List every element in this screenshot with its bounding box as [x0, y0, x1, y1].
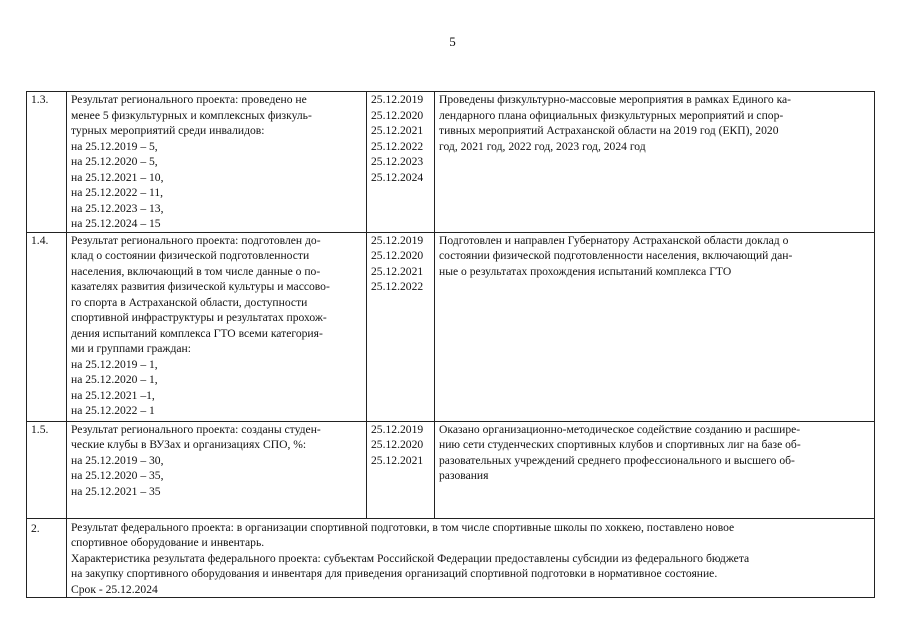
- dates-cell: [367, 421, 435, 518]
- row-number: 1.3.: [27, 92, 67, 233]
- result-line: на 25.12.2021 – 10,: [71, 170, 164, 184]
- description-line: тивных мероприятий Астраханской области на 2019 год (ЕКП), 2020: [439, 124, 779, 137]
- result-line: на 25.12.2021 –1,: [71, 388, 155, 402]
- result-line: Результат регионального проекта: подготовлен до-: [71, 233, 321, 247]
- date-item: 25.12.2022: [371, 139, 424, 153]
- federal-result-cell: [67, 518, 875, 598]
- result-cell: [67, 232, 367, 421]
- result-line: на 25.12.2022 – 1: [71, 404, 155, 417]
- date-item: 25.12.2022: [371, 280, 424, 293]
- description-line: разовательных учреждений среднего профессионального и высшего об-: [439, 453, 795, 467]
- result-line: дения испытаний комплекса ГТО всеми категория-: [71, 326, 323, 340]
- description-cell: [435, 421, 875, 518]
- federal-line: Характеристика результата федерального проекта: субъектам Российской Федерации предоставлены субсидии из федерального бюджета: [71, 551, 750, 565]
- result-line: казателях развития физической культуры и массово-: [71, 280, 330, 293]
- date-item: 25.12.2021: [371, 264, 424, 278]
- result-line: го спорта в Астраханской области, доступности: [71, 295, 308, 309]
- description-line: нию сети студенческих спортивных клубов и спортивных лиг на базе об-: [439, 438, 801, 451]
- result-line: Результат регионального проекта: созданы студен-: [71, 422, 321, 436]
- result-line: на 25.12.2020 – 1,: [71, 373, 158, 386]
- result-line: клад о состоянии физической подготовленности: [71, 249, 310, 262]
- result-line: ческие клубы в ВУЗах и организациях СПО, %:: [71, 438, 307, 451]
- result-line: ми и группами граждан:: [71, 342, 191, 355]
- date-item: 25.12.2019: [371, 422, 424, 436]
- date-item: 25.12.2023: [371, 155, 424, 168]
- date-item: 25.12.2021: [371, 453, 424, 467]
- description-line: ные о результатах прохождения испытаний комплекса ГТО: [439, 264, 732, 278]
- result-line: на 25.12.2019 – 1,: [71, 357, 158, 371]
- row-number: 1.5.: [27, 421, 67, 518]
- description-line: разования: [439, 469, 489, 482]
- table-row: [27, 421, 875, 518]
- table-row: [27, 518, 875, 598]
- date-item: 25.12.2020: [371, 438, 424, 451]
- result-line: спортивной инфраструктуры и результатах прохож-: [71, 311, 327, 324]
- dates-cell: [367, 232, 435, 421]
- description-line: Оказано организационно-методическое содействие созданию и расшире-: [439, 422, 801, 436]
- date-item: 25.12.2019: [371, 233, 424, 247]
- result-line: на 25.12.2024 – 15: [71, 217, 161, 230]
- date-item: 25.12.2020: [371, 108, 424, 122]
- result-line: на 25.12.2023 – 13,: [71, 201, 164, 215]
- result-line: на 25.12.2019 – 30,: [71, 453, 164, 467]
- date-item: 25.12.2024: [371, 170, 424, 184]
- result-line: на 25.12.2019 – 5,: [71, 139, 158, 153]
- table-row: [27, 232, 875, 421]
- description-line: год, 2021 год, 2022 год, 2023 год, 2024 год: [439, 139, 646, 153]
- result-line: турных мероприятий среди инвалидов:: [71, 124, 265, 137]
- description-cell: [435, 232, 875, 421]
- result-cell: [67, 92, 367, 233]
- date-item: 25.12.2019: [371, 93, 424, 106]
- page-number: 5: [449, 34, 456, 49]
- result-line: менее 5 физкультурных и комплексных физкуль-: [71, 108, 312, 122]
- description-line: Проведены физкультурно-массовые мероприятия в рамках Единого ка-: [439, 93, 792, 106]
- date-item: 25.12.2021: [371, 124, 424, 137]
- results-table: [26, 91, 875, 598]
- description-line: лендарного плана официальных физкультурных мероприятий и спор-: [439, 108, 784, 122]
- federal-line: спортивное оборудование и инвентарь.: [71, 536, 265, 549]
- result-line: Результат регионального проекта: проведено не: [71, 93, 307, 106]
- federal-line: Срок - 25.12.2024: [71, 582, 158, 596]
- dates-cell: [367, 92, 435, 233]
- description-cell: [435, 92, 875, 233]
- result-line: населения, включающий в том числе данные о по-: [71, 264, 321, 278]
- result-line: на 25.12.2020 – 35,: [71, 469, 164, 482]
- row-number: 1.4.: [27, 232, 67, 421]
- description-line: состоянии физической подготовленности населения, включающий дан-: [439, 249, 793, 262]
- result-cell: [67, 421, 367, 518]
- result-line: на 25.12.2020 – 5,: [71, 155, 158, 168]
- row-number: [27, 518, 67, 598]
- date-item: 25.12.2020: [371, 249, 424, 262]
- result-line: на 25.12.2021 – 35: [71, 484, 161, 498]
- federal-line: на закупку спортивного оборудования и инвентаря для приведения организаций спортивной подготовки в нормативное состояние.: [71, 567, 718, 580]
- federal-line: Результат федерального проекта: в организации спортивной подготовки, в том числе спортивные школы по хоккею, поставлено новое: [71, 520, 735, 534]
- row-number-label: 2.: [31, 521, 40, 535]
- description-line: Подготовлен и направлен Губернатору Астраханской области доклад о: [439, 233, 789, 247]
- result-line: на 25.12.2022 – 11,: [71, 186, 164, 199]
- table-row: [27, 92, 875, 233]
